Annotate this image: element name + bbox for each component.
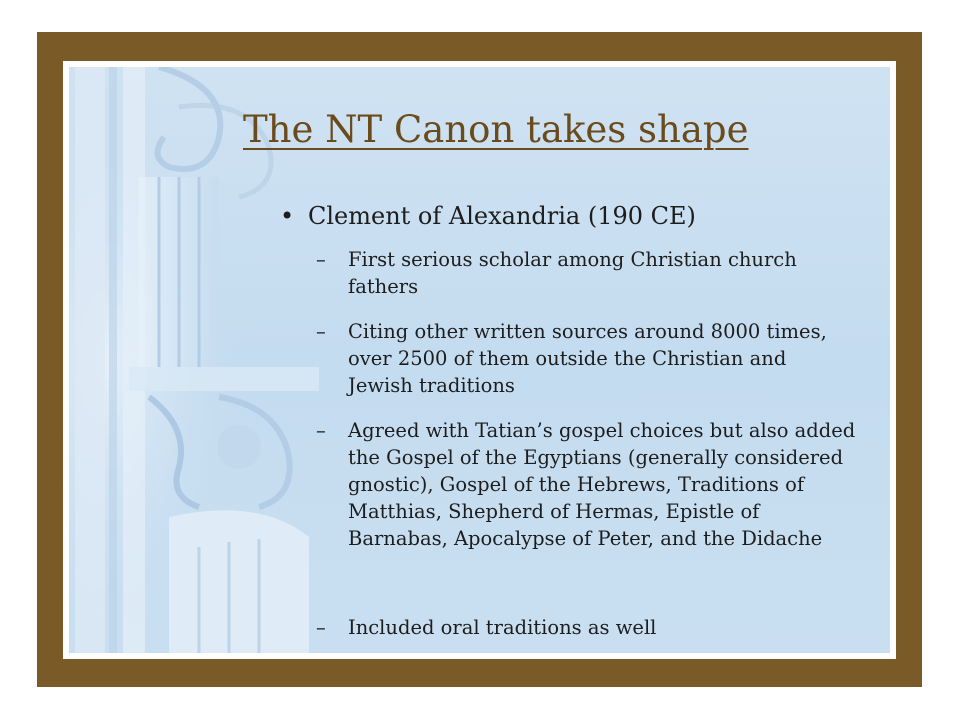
main-bullet-text: Clement of Alexandria (190 CE) [308,202,696,230]
dash-marker: – [316,616,326,639]
sub-bullet-2 [316,318,856,399]
dash-marker: – [316,419,326,442]
sub-bullet-text: Citing other written sources around 8000 times, over 2500 of them outside the Christian and Jewish traditions [348,320,827,397]
sub-bullet-1 [316,246,856,300]
slide-title: The NT Canon takes shape [243,108,749,151]
dash-marker: – [316,320,326,343]
sub-bullet-text: Agreed with Tatian’s gospel choices but also added the Gospel of the Egyptians (generally considered gnostic), Gospel of the Hebrews, Traditions of Matthias, Shepherd of Hermas, Epistle of Barnabas, Apocalypse of Peter, and the Didache [348,419,856,550]
sub-bullet-text: Included oral traditions as well [348,616,657,639]
sub-bullet-4 [316,614,856,641]
main-bullet [280,202,696,230]
dash-marker: – [316,248,326,271]
sub-bullet-3 [316,417,856,552]
sub-bullet-text: First serious scholar among Christian church fathers [348,248,797,298]
bullet-marker: • [280,202,295,230]
